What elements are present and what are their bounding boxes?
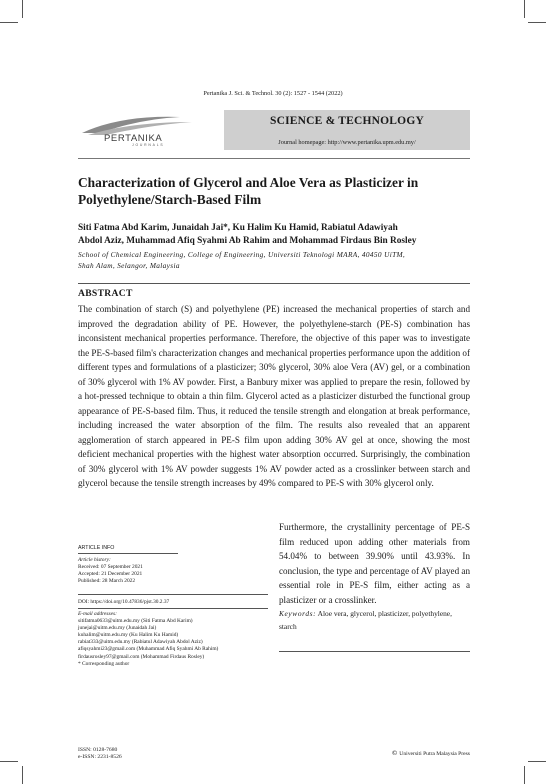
copyright-symbol: © xyxy=(391,749,398,757)
logo-text: PERTANIKA xyxy=(104,133,163,144)
email-item[interactable]: firdausrosley97@gmail.com (Mohammad Firdaus Rosley) xyxy=(78,653,205,660)
keywords-list: Aloe vera, glycerol, plasticizer, polyethylene, starch xyxy=(279,609,452,631)
author-line: Siti Fatma Abd Karim, Junaidah Jai*, Ku Halim Ku Hamid, Rabiatul Adawiyah xyxy=(78,223,398,233)
crop-mark xyxy=(0,22,18,23)
history-label: Article history: xyxy=(78,557,111,563)
article-info-divider xyxy=(78,553,178,554)
author-line: Abdol Aziz, Muhammad Afiq Syahmi Ab Rahim and Mohammad Firdaus Bin Rosley xyxy=(78,236,417,246)
published-date: Published: 28 March 2022 xyxy=(78,578,136,585)
abstract-continuation: Furthermore, the crystallinity percentage of PE-S film reduced upon adding other materials from 54.04% to between 39.90% until 43.93%. In conclusion, the type and percentage of AV played an essential role in PE-S film, either acting as a plasticizer or a crosslinker. xyxy=(279,522,470,605)
journal-homepage: Journal homepage: http://www.pertanika.upm.edu.my/ xyxy=(278,139,416,146)
crop-mark xyxy=(528,761,546,762)
article-info-heading: ARTICLE INFO xyxy=(78,545,115,551)
section-divider xyxy=(78,283,470,284)
doi-link[interactable]: DOI: https://doi.org/10.47836/pjst.30.2.37 xyxy=(78,599,170,605)
copyright xyxy=(370,749,470,757)
affiliation xyxy=(78,250,473,271)
journal-reference: Pertanika J. Sci. & Technol. 30 (2): 1527 - 1544 (2022) xyxy=(203,90,343,97)
email-item[interactable]: sitifatma0633@uitm.edu.my (Siti Fatma Abd Karim) xyxy=(78,618,193,625)
email-item[interactable]: afiqsyahmi23@gmail.com (Muhammad Afiq Syahmi Ab Rahim) xyxy=(78,646,219,653)
corresponding-author-note: * Corresponding author xyxy=(78,660,130,667)
crop-mark xyxy=(524,0,525,18)
article-info-divider xyxy=(78,608,268,609)
email-item[interactable]: junejai@uitm.edu.my (Junaidah Jai) xyxy=(78,625,157,632)
received-date: Received: 07 September 2021 xyxy=(78,564,143,571)
copyright-holder: Universiti Putra Malaysia Press xyxy=(399,751,470,757)
electronic-issn: e-ISSN: 2231-8526 xyxy=(78,754,122,761)
abstract-body: The combination of starch (S) and polyethylene (PE) increased the mechanical properties of starch and improved the degradation ability of PE. However, the polyethylene-starch (PE-S) combination has inconsistent mechanical properties performance. Therefore, the objective of this paper was to investigate the PE-S-based film's characterization changes and mechanical properties performance upon the addition of different types and formulations of a plasticizer; 30% glycerol, 30% aloe Vera (AV) gel, or a combination of 30% glycerol with 1% AV powder. First, a Banbury mixer was applied to prepare the resin, followed by a hot-pressed technique to obtain a thin film. Glycerol acted as a plasticizer disturbed the functional group appearance of PE-S-based film. Thus, it reduced the tensile strength and elongation at break performance, including increased the water absorption of the film. The results also revealed that an apparent agglomeration of starch appeared in PE-S film upon adding 30% AV gel at once, showing the most deficient mechanical properties with the highest water absorption occurred. Surprisingly, the combination of 30% glycerol with 1% AV powder suggests 1% AV powder acted as a crosslinker between starch and glycerol because the tensile strength increases by 49% compared to PE-S with 30% glycerol only. xyxy=(78,304,471,488)
article-history xyxy=(78,557,268,585)
header-divider xyxy=(78,158,470,159)
email-item[interactable]: rabiat333@uitm.edu.my (Rabiatul Adawiyah Abdol Aziz) xyxy=(78,639,203,646)
article-title xyxy=(78,174,473,208)
crop-mark xyxy=(22,766,23,784)
abstract-heading: ABSTRACT xyxy=(78,288,133,299)
logo-subtext: JOURNALS xyxy=(132,143,165,147)
keywords xyxy=(279,607,470,633)
affiliation-line: Shah Alam, Selangor, Malaysia xyxy=(78,260,180,270)
accepted-date: Accepted: 21 December 2021 xyxy=(78,571,143,578)
author-list xyxy=(78,222,473,248)
email-item[interactable]: kuhalim@uitm.edu.my (Ku Halim Ku Hamid) xyxy=(78,632,179,639)
article-info-divider xyxy=(78,594,268,595)
journal-banner-title: SCIENCE & TECHNOLOGY xyxy=(270,115,424,127)
article-title-line: Polyethylene/Starch-Based Film xyxy=(78,192,262,207)
crop-mark xyxy=(524,766,525,784)
article-title-line: Characterization of Glycerol and Aloe Vera as Plasticizer in xyxy=(78,175,419,190)
issn xyxy=(78,747,122,762)
keywords-label: Keywords: xyxy=(279,609,317,618)
crop-mark xyxy=(22,0,23,18)
email-label: E-mail addresses: xyxy=(78,611,117,617)
email-addresses xyxy=(78,611,268,668)
print-issn: ISSN: 0128-7680 xyxy=(78,747,118,753)
crop-mark xyxy=(528,22,546,23)
affiliation-line: School of Chemical Engineering, College of Engineering, Universiti Teknologi MARA, 40450 UiTM, xyxy=(78,250,406,259)
crop-mark xyxy=(0,761,18,762)
keywords-divider xyxy=(279,651,470,652)
